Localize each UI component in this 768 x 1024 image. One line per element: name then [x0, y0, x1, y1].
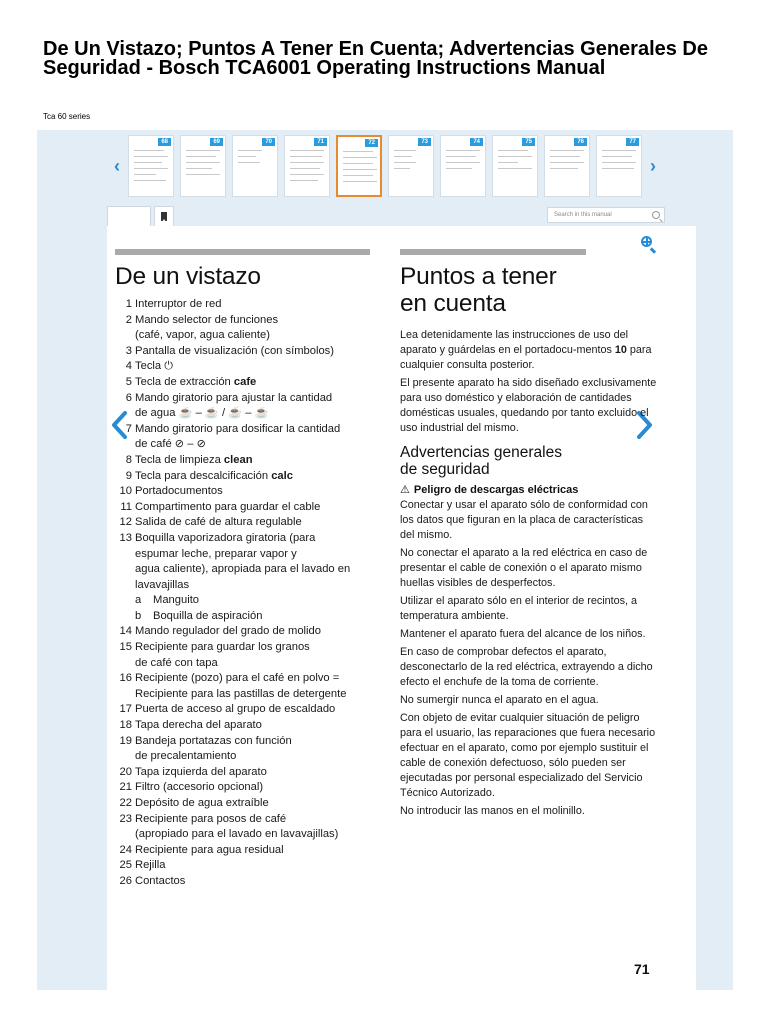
tab-bookmarks[interactable]	[154, 206, 174, 226]
item-text: Mando giratorio para dosificar la cantidad	[135, 422, 341, 435]
usage-paragraph: El presente aparato ha sido diseñado exclusivamente para uso doméstico y elaboración de cantidades domésticas usuales, quedando por tanto excluido el uso industrial del mismo.	[400, 377, 657, 434]
safety-paragraphs	[400, 498, 660, 819]
item-text: Compartimento para guardar el cable	[135, 500, 321, 513]
item-text: Pantalla de visualización (con símbolos)	[135, 344, 334, 357]
thumbnail-page-number: 71	[314, 138, 327, 146]
thumbs-next-arrow-icon[interactable]: ›	[650, 156, 656, 176]
item-text: Filtro (accesorio opcional)	[135, 781, 264, 794]
thumbnail-page[interactable]	[440, 135, 486, 197]
thumbnail-page-number: 72	[365, 139, 378, 147]
parts-list-item	[115, 469, 380, 485]
parts-list-item	[115, 344, 380, 360]
parts-list-item	[115, 796, 380, 812]
parts-list-item	[115, 874, 380, 890]
item-number: 18	[119, 719, 132, 732]
thumbnail-page[interactable]	[180, 135, 226, 197]
parts-list-item	[115, 422, 380, 453]
intro-text-a: Lea detenidamente las instrucciones de uso del aparato y guárdelas en el portadocu-mentos	[400, 329, 629, 356]
overview-column	[115, 256, 380, 890]
item-text-continued: de café ⊘ – ⊘	[135, 438, 206, 451]
item-number: 2	[125, 313, 132, 326]
item-number: 3	[125, 344, 132, 357]
thumbnail-page-number: 74	[470, 138, 483, 146]
item-number: 7	[125, 422, 132, 435]
item-text: Salida de café de altura regulable	[135, 516, 302, 529]
safety-paragraph: Con objeto de evitar cualquier situación de peligro para el usuario, las reparaciones que fuera necesario efectuar en el aparato, como por ejemplo sustituir el cable de conexión defectuoso, sólo pueden ser ejecutadas por personal especializado del Servicio Técnico Autorizado.	[400, 712, 656, 799]
parts-list-item	[115, 391, 380, 422]
item-number: 15	[119, 641, 132, 654]
viewer-tab-bar	[107, 206, 696, 226]
item-number: 11	[120, 500, 132, 513]
thumbnail-page-number: 77	[626, 138, 639, 146]
overview-title: De un vistazo	[115, 263, 261, 290]
safety-paragraph: En caso de comprobar defectos el aparato, desconectarlo de la red eléctrica, extrayendo a dicho efecto el enchufe de la toma de corriente.	[400, 646, 653, 688]
parts-list-item	[115, 453, 380, 469]
thumbnail-page[interactable]	[128, 135, 174, 197]
item-number: 4	[125, 360, 132, 373]
item-text: Contactos	[135, 874, 186, 887]
item-number: 6	[125, 391, 132, 404]
item-number: 13	[119, 531, 132, 544]
parts-list-item	[115, 702, 380, 718]
parts-list-item	[115, 858, 380, 874]
series-label: Tca 60 series	[43, 112, 91, 121]
item-text-continued: de precalentamiento	[135, 750, 237, 763]
item-text: Bandeja portatazas con función	[135, 734, 292, 747]
item-text: Interruptor de red	[135, 298, 222, 310]
safety-paragraph: No sumergir nunca el aparato en el agua.	[400, 694, 599, 706]
item-text: Tecla de extracción	[135, 375, 234, 388]
item-number: 9	[125, 469, 132, 482]
item-number: 10	[119, 485, 132, 498]
safety-paragraph: Conectar y usar el aparato sólo de conformidad con los datos que figuran en la placa de características del mismo.	[400, 499, 648, 541]
parts-list-item	[115, 812, 380, 843]
item-text: Puerta de acceso al grupo de escaldado	[135, 703, 336, 716]
parts-list-item	[115, 531, 380, 593]
parts-list-item	[115, 624, 380, 640]
item-text: Tecla ⏻	[135, 360, 174, 373]
item-number: 12	[119, 516, 132, 529]
tab-pages[interactable]	[107, 206, 151, 226]
manual-page	[107, 226, 696, 990]
item-text: Recipiente (pozo) para el café en polvo =	[135, 672, 340, 685]
parts-list-item	[115, 718, 380, 734]
thumbnail-page-number: 69	[210, 138, 223, 146]
parts-list-item	[115, 500, 380, 516]
parts-list	[115, 297, 380, 890]
safety-paragraph: Utilizar el aparato sólo en el interior de recintos, a temperatura ambiente.	[400, 595, 638, 622]
item-number: 1	[125, 298, 132, 310]
intro-text-c: para cualquier consulta posterior.	[400, 344, 652, 371]
item-text: Tapa izquierda del aparato	[135, 765, 267, 778]
parts-list-item	[115, 671, 380, 702]
item-text: Tapa derecha del aparato	[135, 719, 262, 732]
parts-list-subitem	[115, 609, 380, 625]
item-number: 21	[119, 781, 132, 794]
parts-list-item	[115, 297, 380, 313]
item-number: 17	[119, 703, 132, 716]
item-text: Mando selector de funciones	[135, 313, 279, 326]
parts-list-item	[115, 734, 380, 765]
bookmark-icon	[161, 212, 167, 221]
item-number: 16	[119, 672, 132, 685]
item-text-continued: Recipiente para las pastillas de detergente	[135, 687, 347, 700]
parts-list-item	[115, 359, 380, 375]
item-text: Tecla para descalcificación	[135, 469, 272, 482]
item-text-continued: de café con tapa	[135, 656, 218, 669]
search-icon[interactable]	[652, 211, 660, 219]
thumbnail-page[interactable]	[596, 135, 642, 197]
thumbnail-page-number: 68	[158, 138, 171, 146]
item-text-continued: agua caliente), apropiada para el lavado en	[135, 563, 351, 576]
item-number: 14	[119, 625, 132, 638]
thumbnail-page-number: 76	[574, 138, 587, 146]
item-text: Portadocumentos	[135, 485, 223, 498]
parts-list-item	[115, 765, 380, 781]
section-rule-left	[115, 249, 370, 255]
item-number: 26	[119, 874, 132, 887]
manual-viewer	[37, 130, 733, 990]
item-text: Recipiente para guardar los granos	[135, 641, 310, 654]
thumbnail-page[interactable]	[232, 135, 278, 197]
item-key-label: clean	[223, 453, 253, 466]
thumbnail-strip	[37, 130, 733, 202]
parts-list-item	[115, 640, 380, 671]
notes-title-line1: Puntos a tener	[400, 263, 557, 290]
page-header	[37, 30, 733, 130]
thumbnail-page-number: 73	[418, 138, 431, 146]
item-key-label: calc	[271, 469, 293, 482]
item-key-label: cafe	[233, 375, 257, 388]
item-number: 23	[119, 812, 132, 825]
intro-ref-number: 10	[614, 344, 627, 356]
safety-title	[400, 445, 660, 478]
notes-column	[400, 256, 660, 822]
item-text: Tecla de limpieza	[135, 453, 224, 466]
safety-paragraph: No conectar el aparato a la red eléctrica en caso de presentar el cable de conexión o el aparato mismo huellas visibles de desperfectos.	[400, 547, 648, 589]
subitem-text: Manguito	[153, 594, 200, 607]
item-text-continued: lavavajillas	[135, 578, 190, 591]
item-text: Mando giratorio para ajustar la cantidad	[135, 391, 333, 404]
item-text-continued: (café, vapor, agua caliente)	[135, 329, 270, 342]
parts-list-subitem	[115, 593, 380, 609]
safety-title-line1: Advertencias generales	[400, 444, 562, 461]
warning-heading-text: Peligro de descargas eléctricas	[413, 484, 579, 496]
thumbnail-page-number: 70	[262, 138, 275, 146]
item-number: 20	[119, 765, 132, 778]
warning-icon: ⚠	[400, 484, 410, 496]
section-rule-right	[400, 249, 586, 255]
thumbnail-page-number: 75	[522, 138, 535, 146]
item-number: 5	[125, 375, 132, 388]
subitem-letter: b	[135, 609, 142, 622]
page-number: 71	[634, 961, 650, 977]
item-text: Recipiente para posos de café	[135, 812, 287, 825]
search-input[interactable]	[547, 207, 665, 223]
parts-list-item	[115, 843, 380, 859]
item-text: Recipiente para agua residual	[135, 843, 284, 856]
parts-list-item	[115, 313, 380, 344]
item-text-continued: (apropiado para el lavado en lavavajillas)	[135, 828, 339, 841]
zoom-in-icon[interactable]	[638, 234, 658, 254]
search-placeholder: Search in this manual	[554, 212, 612, 218]
item-text: Mando regulador del grado de molido	[135, 625, 321, 638]
safety-paragraph: Mantener el aparato fuera del alcance de los niños.	[400, 628, 646, 640]
parts-list-item	[115, 484, 380, 500]
thumbnail-page[interactable]	[492, 135, 538, 197]
item-number: 24	[119, 843, 132, 856]
item-number: 8	[125, 453, 132, 466]
thumbnail-page-active[interactable]	[336, 135, 382, 197]
item-text-continued: de agua ☕ – ☕ / ☕ – ☕	[135, 407, 269, 420]
parts-list-item	[115, 780, 380, 796]
item-number: 22	[119, 797, 132, 809]
item-text: Boquilla vaporizadora giratoria (para	[135, 531, 316, 544]
thumbnail-page[interactable]	[388, 135, 434, 197]
parts-list-item	[115, 375, 380, 391]
parts-list-item	[115, 515, 380, 531]
item-number: 19	[119, 734, 132, 747]
item-text: Depósito de agua extraíble	[135, 797, 269, 809]
subitem-text: Boquilla de aspiración	[153, 609, 263, 622]
intro-paragraph	[400, 328, 660, 373]
thumbnail-page[interactable]	[544, 135, 590, 197]
item-number: 25	[119, 859, 132, 872]
notes-title-line2: en cuenta	[400, 290, 506, 317]
safety-paragraph: No introducir las manos en el molinillo.	[400, 805, 585, 817]
thumbs-prev-arrow-icon[interactable]: ‹	[114, 156, 120, 176]
page-title: De Un Vistazo; Puntos A Tener En Cuenta; Advertencias Generales De Seguridad - Bosch TCA6001 Operating Instructions Manual	[43, 38, 708, 79]
thumbnail-page[interactable]	[284, 135, 330, 197]
safety-title-line2: de seguridad	[400, 460, 490, 478]
item-text: Rejilla	[135, 859, 166, 872]
warning-heading	[400, 483, 660, 498]
item-text-continued: espumar leche, preparar vapor y	[135, 547, 297, 560]
subitem-letter: a	[135, 594, 142, 607]
